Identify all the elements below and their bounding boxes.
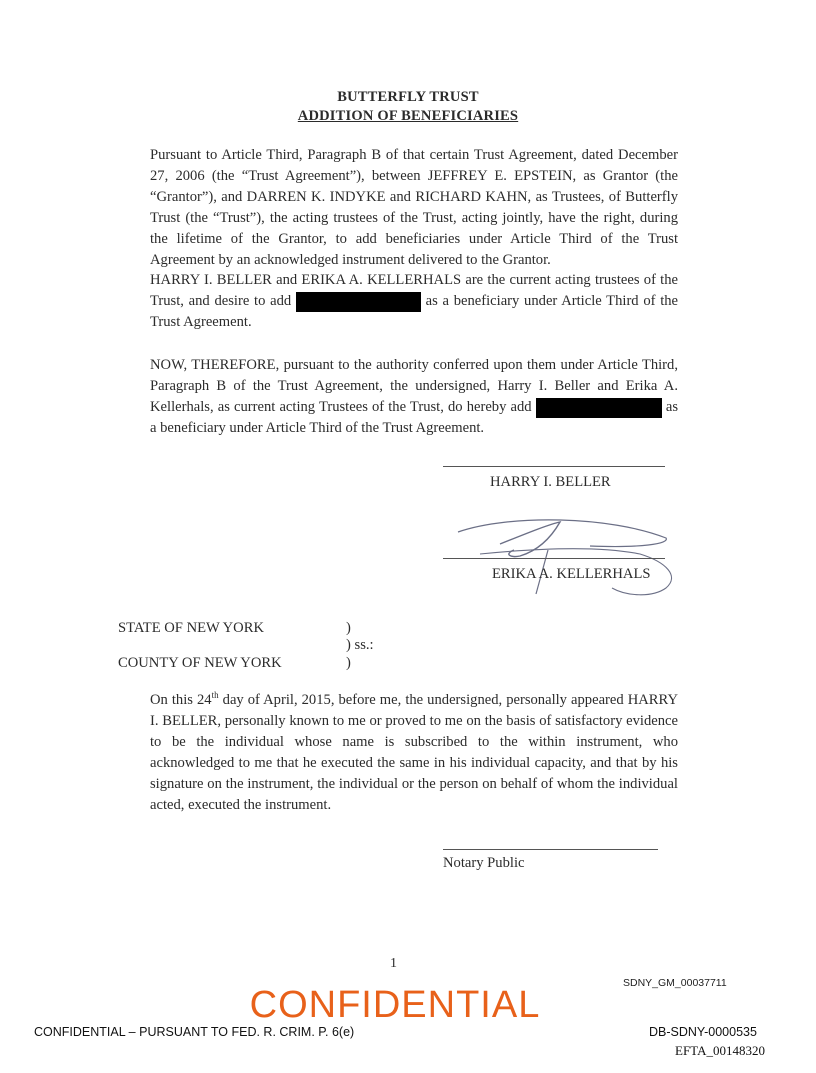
signature-line-kellerhals [443, 558, 665, 559]
paragraph-resolution [118, 355, 678, 439]
footer-right-bates: DB-SDNY-0000535 [649, 1025, 757, 1039]
page-number: 1 [390, 956, 397, 971]
confidential-stamp: CONFIDENTIAL [249, 984, 541, 1026]
paragraph-grant: Pursuant to Article Third, Paragraph B of that certain Trust Agreement, dated December 27, 2006 (the “Trust Agreement”), between JEFFREY E. EPSTEIN, as Grantor (the “Grantor”), and DARREN K. INDYKE and RICHARD KAHN, as Trustees, of Butterfly Trust (the “Trust”), the acting trustees of the Trust, acting jointly, have the right, during the lifetime of the Grantor, to add beneficiaries under Article Third of the Trust Agreement by an acknowledged instrument delivered to the Grantor. [150, 147, 678, 268]
signature-kellerhals [440, 510, 680, 602]
venue-county: COUNTY OF NEW YORK [118, 655, 282, 671]
paragraph-resolution-text-a: NOW, THEREFORE, pursuant to the authority conferred upon them under Article Third, Paragraph B of the Trust Agreement, the undersigned, Harry I. Beller and Erika A. Kellerhals, as current acting Trustees of the Trust, do hereby add [150, 357, 678, 415]
signer-beller-name: HARRY I. BELLER [490, 474, 611, 490]
venue-state: STATE OF NEW YORK [118, 620, 264, 636]
efta-number: EFTA_00148320 [675, 1043, 765, 1058]
notary-label: Notary Public [443, 855, 525, 871]
redaction-block [296, 292, 421, 312]
signature-line-notary [443, 849, 658, 850]
venue-bracket-top: ) [346, 620, 351, 636]
document-subtitle: ADDITION OF BENEFICIARIES [297, 108, 519, 124]
paragraph-trustees-text-b: as a beneficiary under Article Third of the Trust Agreement. [150, 293, 679, 330]
paragraph-trustees [118, 270, 678, 333]
signer-kellerhals-name: ERIKA A. KELLERHALS [492, 566, 651, 582]
paragraph-acknowledgment: On this 24th day of April, 2015, before me, the undersigned, personally appeared HARRY I. BELLER, personally known to me or proved to me on the basis of satisfactory evidence to be the individual whose name is subscribed to the within instrument, who acknowledged to me that he executed the same in his individual capacity, and that by his signature on the instrument, the individual or the person on behalf of whom the individual acted, executed the instrument. [150, 690, 678, 813]
bates-sdny-gm: SDNY_GM_00037711 [623, 977, 727, 989]
document-title: BUTTERFLY TRUST [337, 89, 479, 105]
paragraph-resolution-text-b: as a beneficiary under Article Third of the Trust Agreement. [150, 399, 679, 436]
venue-ss: ) ss.: [346, 637, 374, 653]
venue-bracket-bottom: ) [346, 655, 351, 671]
footer-left-legend: CONFIDENTIAL – PURSUANT TO FED. R. CRIM. P. 6(e) [34, 1025, 355, 1039]
signature-line-beller [443, 466, 665, 467]
redaction-block [536, 398, 662, 418]
paragraph-trustees-text-a: HARRY I. BELLER and ERIKA A. KELLERHALS are the current acting trustees of the Trust, and desire to add [150, 272, 678, 309]
